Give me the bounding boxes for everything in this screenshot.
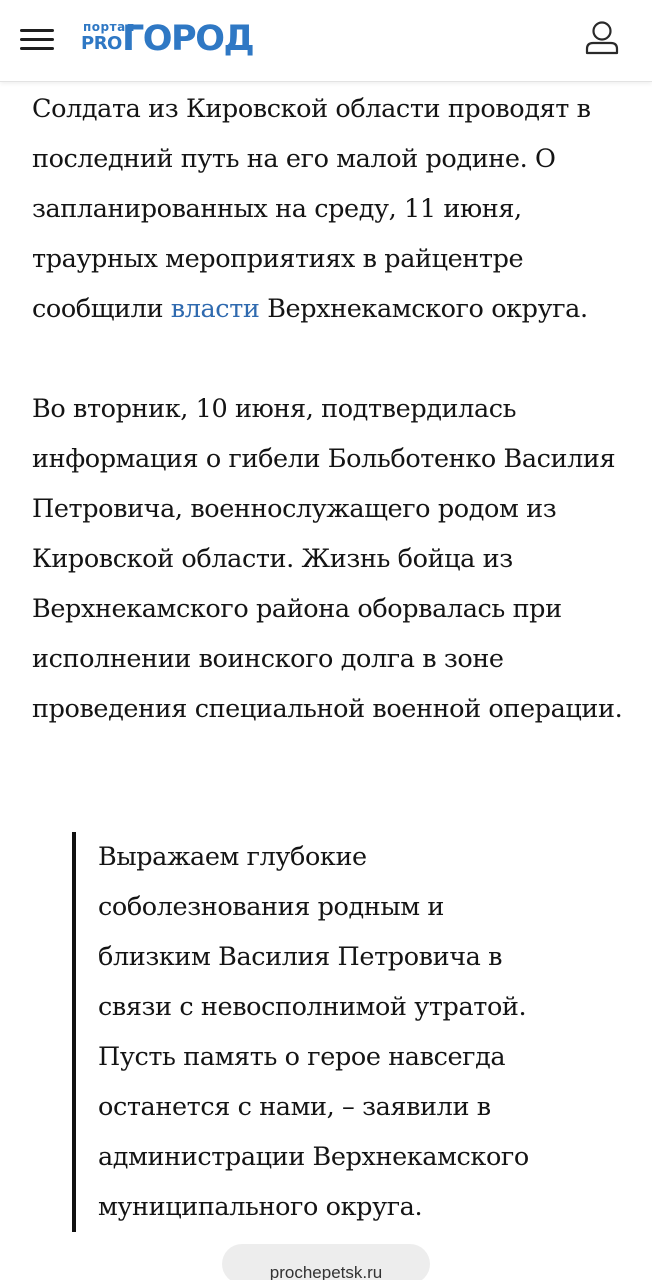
authorities-link[interactable]: власти bbox=[170, 294, 260, 324]
user-icon-svg bbox=[582, 18, 622, 58]
logo-portal-text: портал bbox=[83, 20, 135, 34]
article-paragraph-2: Во вторник, 10 июня, подтвердилась информация о гибели Больботенко Василия Петровича, военнослужащего родом из Кировской области. Жизнь бойца из Верхнекамского района оборвалась при исполнении воинского долга в зоне проведения специальной военной операции. bbox=[32, 394, 623, 724]
article-blockquote bbox=[72, 832, 632, 1232]
hamburger-menu-icon[interactable] bbox=[18, 24, 56, 54]
blockquote-text: Выражаем глубокие соболезнования родным и близким Василия Петровича в связи с невосполнимой утратой. Пусть память о герое навсегда останется с нами, – заявили в администрации Верхнекамского муниципального округа. bbox=[98, 842, 529, 1222]
logo-pro-text: PRO bbox=[81, 33, 122, 54]
logo-gorod-text: ГОРОД bbox=[122, 19, 254, 59]
article-body bbox=[32, 84, 632, 734]
site-header bbox=[0, 0, 652, 82]
site-logo[interactable] bbox=[80, 20, 270, 60]
paragraph-1-text: Солдата из Кировской области проводят в последний путь на его малой родине. О запланированных на среду, 11 июня, траурных мероприятиях в райцентре сообщили bbox=[32, 94, 591, 324]
article-paragraph-1 bbox=[32, 84, 632, 334]
paragraph-1-text-end: Верхнекамского округа. bbox=[259, 294, 588, 324]
url-text: prochepetsk.ru bbox=[269, 1263, 383, 1280]
user-profile-icon[interactable] bbox=[582, 18, 622, 58]
browser-url-bar[interactable] bbox=[222, 1244, 430, 1280]
